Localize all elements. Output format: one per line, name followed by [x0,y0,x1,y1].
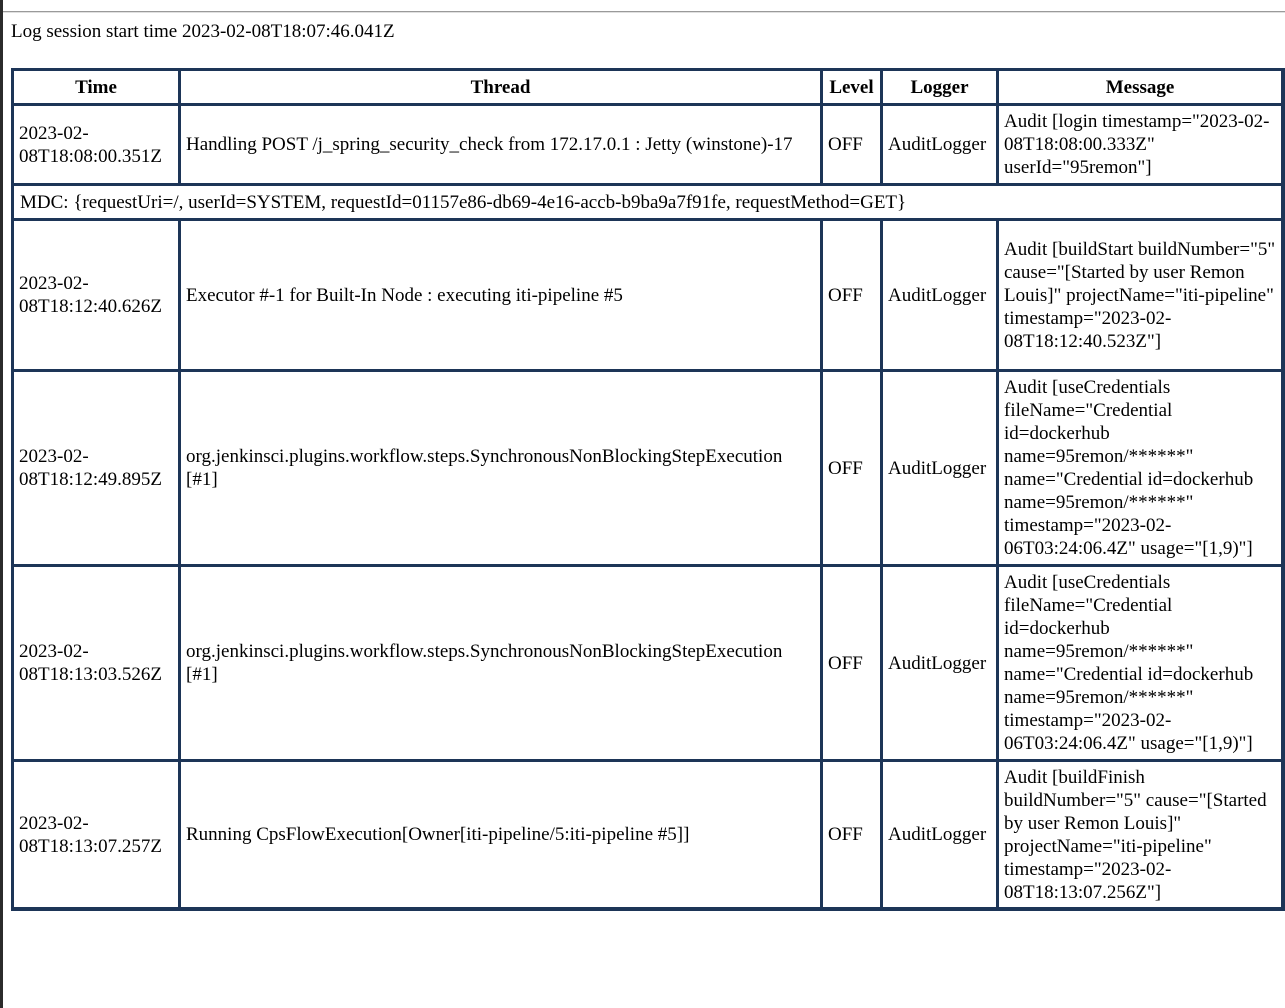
cell-message: Audit [login timestamp="2023-02-08T18:08:00.333Z" userId="95remon"] [998,105,1283,185]
cell-message: Audit [buildFinish buildNumber="5" cause="[Started by user Remon Louis]" projectName="iti-pipeline" timestamp="2023-02-08T18:13:07.256Z"] [998,761,1283,909]
cell-thread: Handling POST /j_spring_security_check from 172.17.0.1 : Jetty (winstone)-17 [180,105,822,185]
cell-time: 2023-02-08T18:13:03.526Z [13,566,180,761]
column-header-message: Message [998,70,1283,105]
table-header-row [13,70,1283,105]
cell-thread: Running CpsFlowExecution[Owner[iti-pipeline/5:iti-pipeline #5]] [180,761,822,909]
table-row [13,566,1283,761]
window-left-edge [0,0,3,1008]
column-header-time: Time [13,70,180,105]
cell-message: Audit [useCredentials fileName="Credential id=dockerhub name=95remon/******" name="Credential id=dockerhub name=95remon/******" timestamp="2023-02-06T03:24:06.4Z" usage="[1,9)"] [998,371,1283,566]
table-row [13,761,1283,909]
cell-mdc: MDC: {requestUri=/, userId=SYSTEM, requestId=01157e86-db69-4e16-accb-b9ba9a7f91fe, requestMethod=GET} [13,185,1283,220]
table-row [13,220,1283,371]
log-session-start-time: Log session start time 2023-02-08T18:07:46.041Z [11,21,395,42]
cell-level: OFF [822,371,882,566]
cell-time: 2023-02-08T18:08:00.351Z [13,105,180,185]
cell-logger: AuditLogger [882,566,998,761]
cell-logger: AuditLogger [882,761,998,909]
cell-level: OFF [822,105,882,185]
cell-level: OFF [822,220,882,371]
table-row [13,105,1283,185]
cell-level: OFF [822,761,882,909]
cell-message: Audit [buildStart buildNumber="5" cause="[Started by user Remon Louis]" projectName="iti-pipeline" timestamp="2023-02-08T18:12:40.523Z"] [998,220,1283,371]
cell-message: Audit [useCredentials fileName="Credential id=dockerhub name=95remon/******" name="Credential id=dockerhub name=95remon/******" timestamp="2023-02-06T03:24:06.4Z" usage="[1,9)"] [998,566,1283,761]
table-row [13,371,1283,566]
cell-time: 2023-02-08T18:12:40.626Z [13,220,180,371]
column-header-level: Level [822,70,882,105]
column-header-thread: Thread [180,70,822,105]
cell-logger: AuditLogger [882,371,998,566]
cell-time: 2023-02-08T18:13:07.257Z [13,761,180,909]
cell-logger: AuditLogger [882,105,998,185]
column-header-logger: Logger [882,70,998,105]
cell-thread: org.jenkinsci.plugins.workflow.steps.SynchronousNonBlockingStepExecution [#1] [180,371,822,566]
cell-level: OFF [822,566,882,761]
cell-thread: Executor #-1 for Built-In Node : executing iti-pipeline #5 [180,220,822,371]
log-table [11,68,1285,911]
mdc-row [13,185,1283,220]
cell-logger: AuditLogger [882,220,998,371]
horizontal-rule [3,11,1285,13]
cell-thread: org.jenkinsci.plugins.workflow.steps.SynchronousNonBlockingStepExecution [#1] [180,566,822,761]
cell-time: 2023-02-08T18:12:49.895Z [13,371,180,566]
